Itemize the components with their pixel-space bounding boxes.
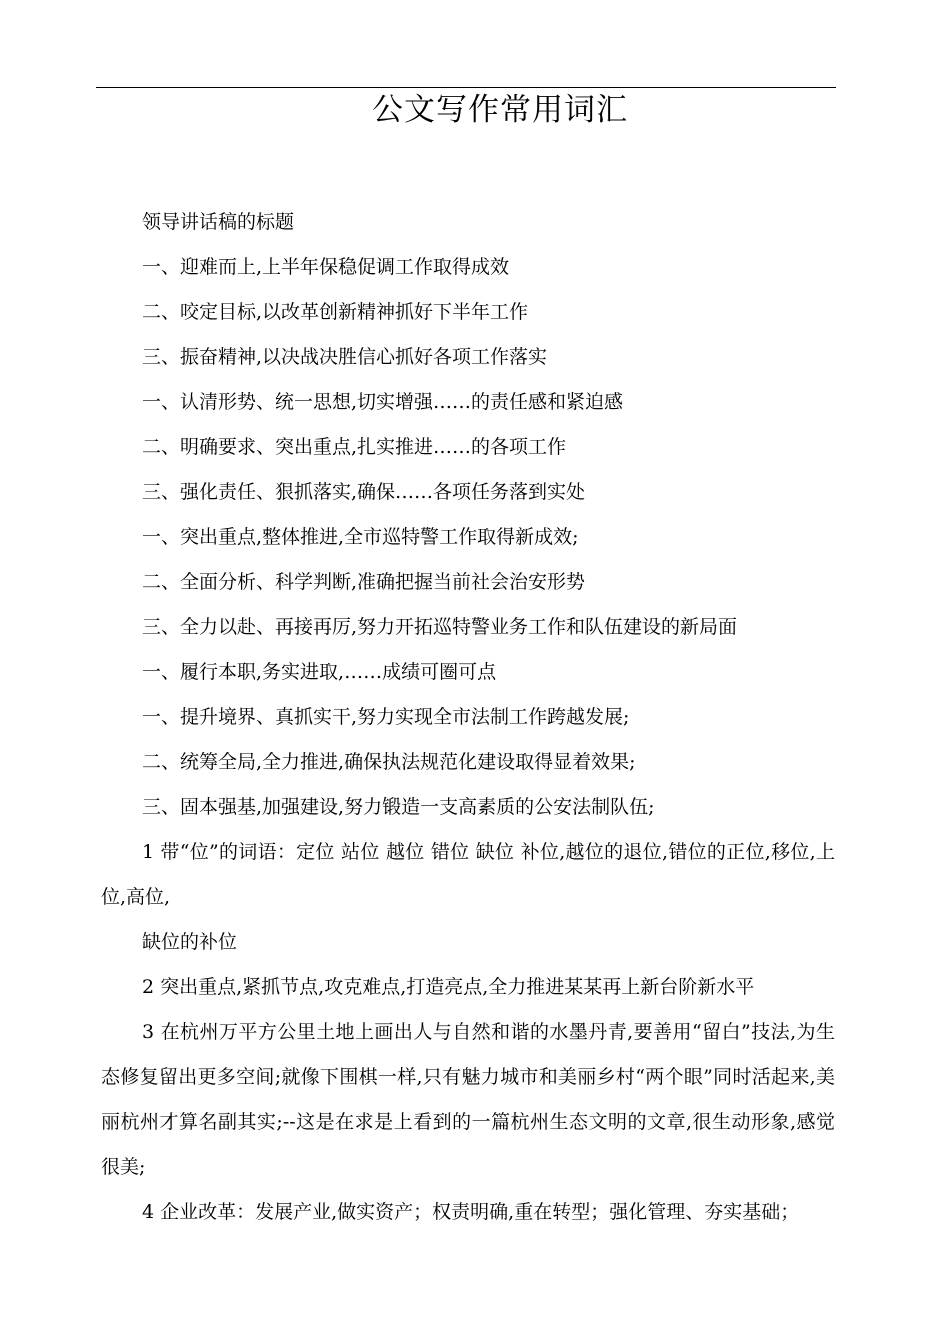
paragraph: 一、迎难而上,上半年保稳促调工作取得成效: [142, 256, 510, 278]
paragraph: 二、全面分析、科学判断,准确把握当前社会治安形势: [142, 571, 586, 593]
paragraph: 二、咬定目标,以改革创新精神抓好下半年工作: [142, 301, 529, 323]
section-heading: 领导讲话稿的标题: [142, 211, 295, 233]
document-body: [101, 200, 835, 1235]
paragraph: 2 突出重点,紧抓节点,攻克难点,打造亮点,全力推进某某再上新台阶新水平: [142, 976, 755, 998]
paragraph: 1 带“位”的词语：定位 站位 越位 错位 缺位 补位,越位的退位,错位的正位,移位,上位,高位,: [101, 841, 835, 908]
paragraph: 三、全力以赴、再接再厉,努力开拓巡特警业务工作和队伍建设的新局面: [142, 616, 738, 638]
paragraph: 二、明确要求、突出重点,扎实推进……的各项工作: [142, 436, 567, 458]
paragraph: 二、统筹全局,全力推进,确保执法规范化建设取得显着效果;: [142, 751, 636, 773]
paragraph: 一、履行本职,务实进取,……成绩可圈可点: [142, 661, 497, 683]
paragraph: 三、强化责任、狠抓落实,确保……各项任务落到实处: [142, 481, 586, 503]
paragraph: 3 在杭州万平方公里土地上画出人与自然和谐的水墨丹青,要善用“留白”技法,为生态修复留出更多空间;就像下围棋一样,只有魅力城市和美丽乡村“两个眼”同时活起来,美丽杭州才算名副其实;--这是在求是上看到的一篇杭州生态文明的文章,很生动形象,感觉很美;: [101, 1021, 835, 1178]
paragraph: 一、提升境界、真抓实干,努力实现全市法制工作跨越发展;: [142, 706, 630, 728]
paragraph: 一、突出重点,整体推进,全市巡特警工作取得新成效;: [142, 526, 579, 548]
paragraph: 三、振奋精神,以决战决胜信心抓好各项工作落实: [142, 346, 548, 368]
paragraph: 三、固本强基,加强建设,努力锻造一支高素质的公安法制队伍;: [142, 796, 655, 818]
document-title: 公文写作常用词汇: [372, 92, 628, 128]
paragraph: 一、认清形势、统一思想,切实增强……的责任感和紧迫感: [142, 391, 624, 413]
paragraph: 4 企业改革：发展产业,做实资产；权责明确,重在转型；强化管理、夯实基础；: [142, 1201, 800, 1223]
paragraph: 缺位的补位: [142, 931, 238, 953]
